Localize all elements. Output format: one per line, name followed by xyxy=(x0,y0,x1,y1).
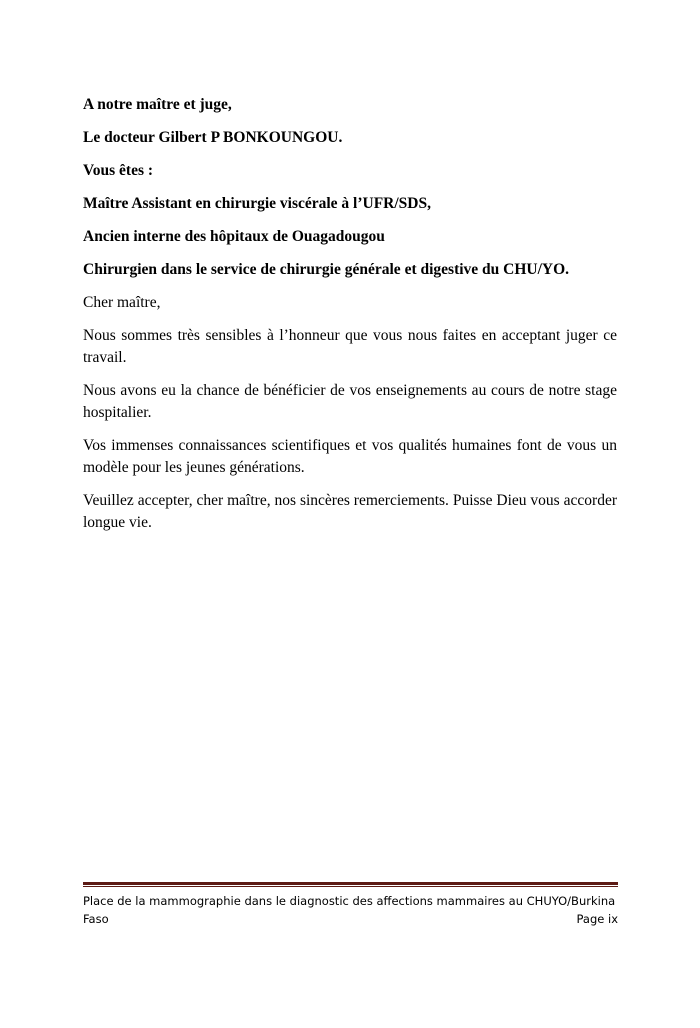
body-paragraph: Nous sommes très sensibles à l’honneur que vous nous faites en acceptant juger ce travail. xyxy=(83,327,617,366)
salutation: Cher maître, xyxy=(83,294,161,311)
dedication-body xyxy=(83,94,617,545)
title-item: Maître Assistant en chirurgie viscérale à l’UFR/SDS, xyxy=(83,195,431,212)
dedication-heading: A notre maître et juge, xyxy=(83,96,232,113)
title-item: Chirurgien dans le service de chirurgie générale et digestive du CHU/YO. xyxy=(83,261,570,278)
page-footer xyxy=(83,892,618,928)
body-paragraph: Vos immenses connaissances scientifiques et vos qualités humaines font de vous un modèle pour les jeunes générations. xyxy=(83,437,617,476)
title-item: Ancien interne des hôpitaux de Ouagadougou xyxy=(83,228,385,245)
titles-intro: Vous êtes : xyxy=(83,162,154,179)
footer-title-line1: Place de la mammographie dans le diagnostic des affections mammaires au CHUYO/Burkina xyxy=(83,894,616,908)
footer-row xyxy=(83,910,618,928)
footer-divider xyxy=(83,882,618,887)
body-paragraph: Veuillez accepter, cher maître, nos sincères remerciements. Puisse Dieu vous accorder longue vie. xyxy=(83,492,617,531)
page-number: Page ix xyxy=(576,912,618,926)
footer-title-line2: Faso xyxy=(83,912,109,926)
footer-divider-thick xyxy=(83,882,618,885)
dedicatee-name: Le docteur Gilbert P BONKOUNGOU. xyxy=(83,129,343,146)
footer-divider-thin xyxy=(83,886,618,887)
body-paragraph: Nous avons eu la chance de bénéficier de vos enseignements au cours de notre stage hospitalier. xyxy=(83,382,617,421)
